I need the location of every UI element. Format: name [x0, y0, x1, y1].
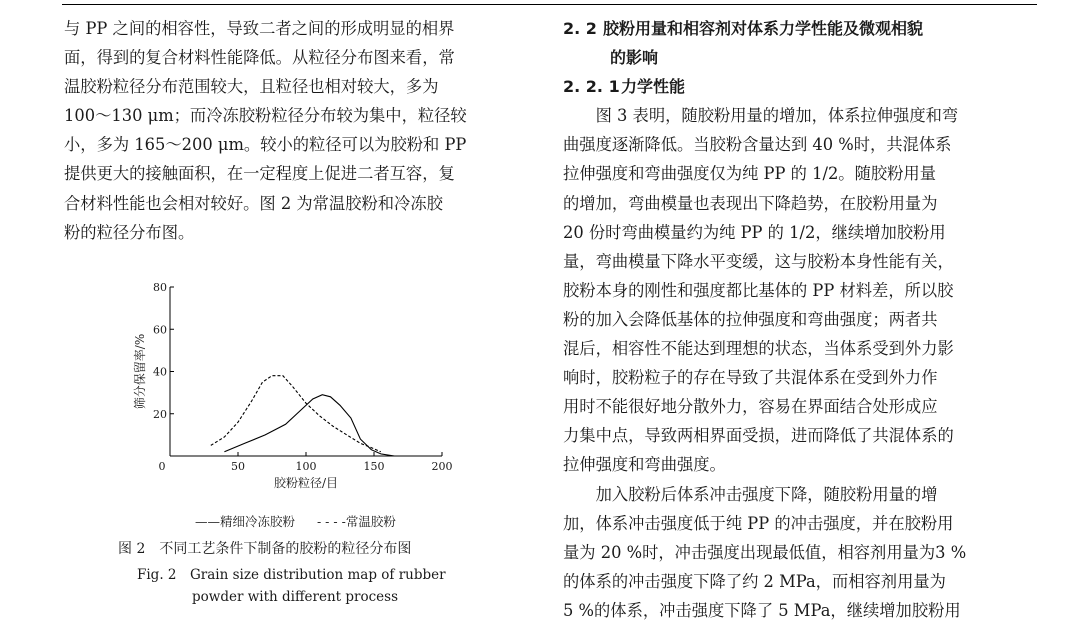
text-line: 量为 20 %时，冲击强度出现最低值，相容剂用量为3 % — [563, 542, 967, 562]
x-tick-label: 100 — [295, 460, 317, 473]
x-tick-label: 0 — [158, 460, 166, 473]
x-tick-label: 50 — [231, 460, 245, 473]
text-line: 的增加，弯曲模量也表现出下降趋势，在胶粉用量为 — [563, 193, 938, 213]
subsection-number: 2. 2. 1 — [563, 77, 620, 97]
page-top-rule — [62, 4, 1037, 5]
chart-svg — [130, 276, 460, 496]
legend-dashed-label: 常温胶粉 — [345, 514, 396, 529]
left-column — [64, 14, 524, 247]
legend-solid-label: 精细冷冻胶粉 — [220, 514, 296, 529]
text-line: 与 PP 之间的相容性，导致二者之间的形成明显的相界 — [64, 19, 455, 38]
text-line: 拉伸强度和弯曲强度仅为纯 PP 的 1/2。随胶粉用量 — [563, 164, 936, 184]
text-line: 拉伸强度和弯曲强度。 — [563, 455, 726, 475]
figure-caption-cn: 图 2 不同工艺条件下制备的胶粉的粒径分布图 — [118, 541, 412, 557]
text-line: 混后，相容性不能达到理想的状态，当体系受到外力影 — [563, 339, 954, 359]
text-line: 用时不能很好地分散外力，容易在界面结合处形成应 — [563, 397, 938, 417]
text-line: 合材料性能也会相对较好。图 2 为常温胶粉和冷冻胶 — [64, 193, 443, 213]
text-line: 曲强度逐渐降低。当胶粉含量达到 40 %时，共混体系 — [563, 135, 952, 155]
subsection-title: 力学性能 — [621, 77, 686, 97]
grain-size-chart — [130, 276, 460, 496]
text-line: 提供更大的接触面积，在一定程度上促进二者互容，复 — [64, 164, 455, 184]
text-line: 小，多为 165～200 μm。较小的粒径可以为胶粉和 PP — [64, 135, 467, 155]
y-axis-label: 筛分保留率/% — [133, 333, 147, 410]
text-line: 力集中点，导致两相界面受损，进而降低了共混体系的 — [563, 426, 954, 446]
section-number: 2. 2 — [563, 19, 597, 38]
text-line: 图 3 表明，随胶粉用量的增加，体系拉伸强度和弯 — [563, 106, 959, 126]
subsection-heading — [563, 72, 1023, 101]
chart-legend — [195, 512, 396, 530]
x-axis-label: 胶粉粒径/目 — [273, 476, 339, 490]
text-line: 加入胶粉后体系冲击强度下降，随胶粉用量的增 — [563, 484, 938, 504]
text-line: 100～130 μm；而冷冻胶粉粒径分布较为集中，粒径较 — [64, 106, 467, 126]
text-line: 胶粉本身的刚性和强度都比基体的 PP 材料差，所以胶 — [563, 280, 954, 300]
y-tick-label: 80 — [153, 281, 167, 294]
text-line: 的体系的冲击强度下降了约 2 MPa，而相容剂用量为 — [563, 571, 946, 591]
x-tick-label: 200 — [431, 460, 453, 473]
x-tick-label: 150 — [363, 460, 385, 473]
text-line: 20 份时弯曲模量约为纯 PP 的 1/2，继续增加胶粉用 — [563, 222, 946, 242]
text-line: 加，体系冲击强度低于纯 PP 的冲击强度，并在胶粉用 — [563, 513, 954, 533]
legend-dashed-swatch: - - - - — [316, 514, 346, 529]
right-column — [563, 14, 1023, 625]
section-heading — [563, 14, 1023, 43]
text-line: 温胶粉粒径分布范围较大，且粒径也相对较大，多为 — [64, 77, 439, 97]
legend-solid-swatch: —— — [195, 514, 220, 529]
text-line: 面，得到的复合材料性能降低。从粒径分布图来看，常 — [64, 48, 455, 68]
section-title: 胶粉用量和相容剂对体系力学性能及微观相貌 — [603, 19, 924, 38]
series-line-ambient — [211, 376, 381, 452]
text-line: 5 %的体系，冲击强度下降了 5 MPa，继续增加胶粉用 — [563, 600, 961, 620]
figure-caption-en-1: Fig. 2 Grain size distribution map of rubber — [137, 567, 446, 583]
y-tick-label: 60 — [153, 323, 167, 337]
figure-caption-en-2: powder with different process — [192, 589, 399, 605]
y-tick-label: 40 — [153, 365, 167, 379]
text-line: 量，弯曲模量下降水平变缓，这与胶粉本身性能有关， — [563, 251, 954, 271]
section-title-cont: 的影响 — [610, 48, 659, 68]
y-tick-label: 20 — [153, 407, 167, 421]
section-heading-cont — [563, 43, 1023, 72]
text-line: 响时，胶粉粒子的存在导致了共混体系在受到外力作 — [563, 368, 938, 388]
text-line: 粉的加入会降低基体的拉伸强度和弯曲强度；两者共 — [563, 309, 938, 329]
text-line: 粉的粒径分布图。 — [64, 222, 195, 242]
left-paragraph — [64, 14, 524, 247]
right-paragraph — [563, 101, 1023, 625]
